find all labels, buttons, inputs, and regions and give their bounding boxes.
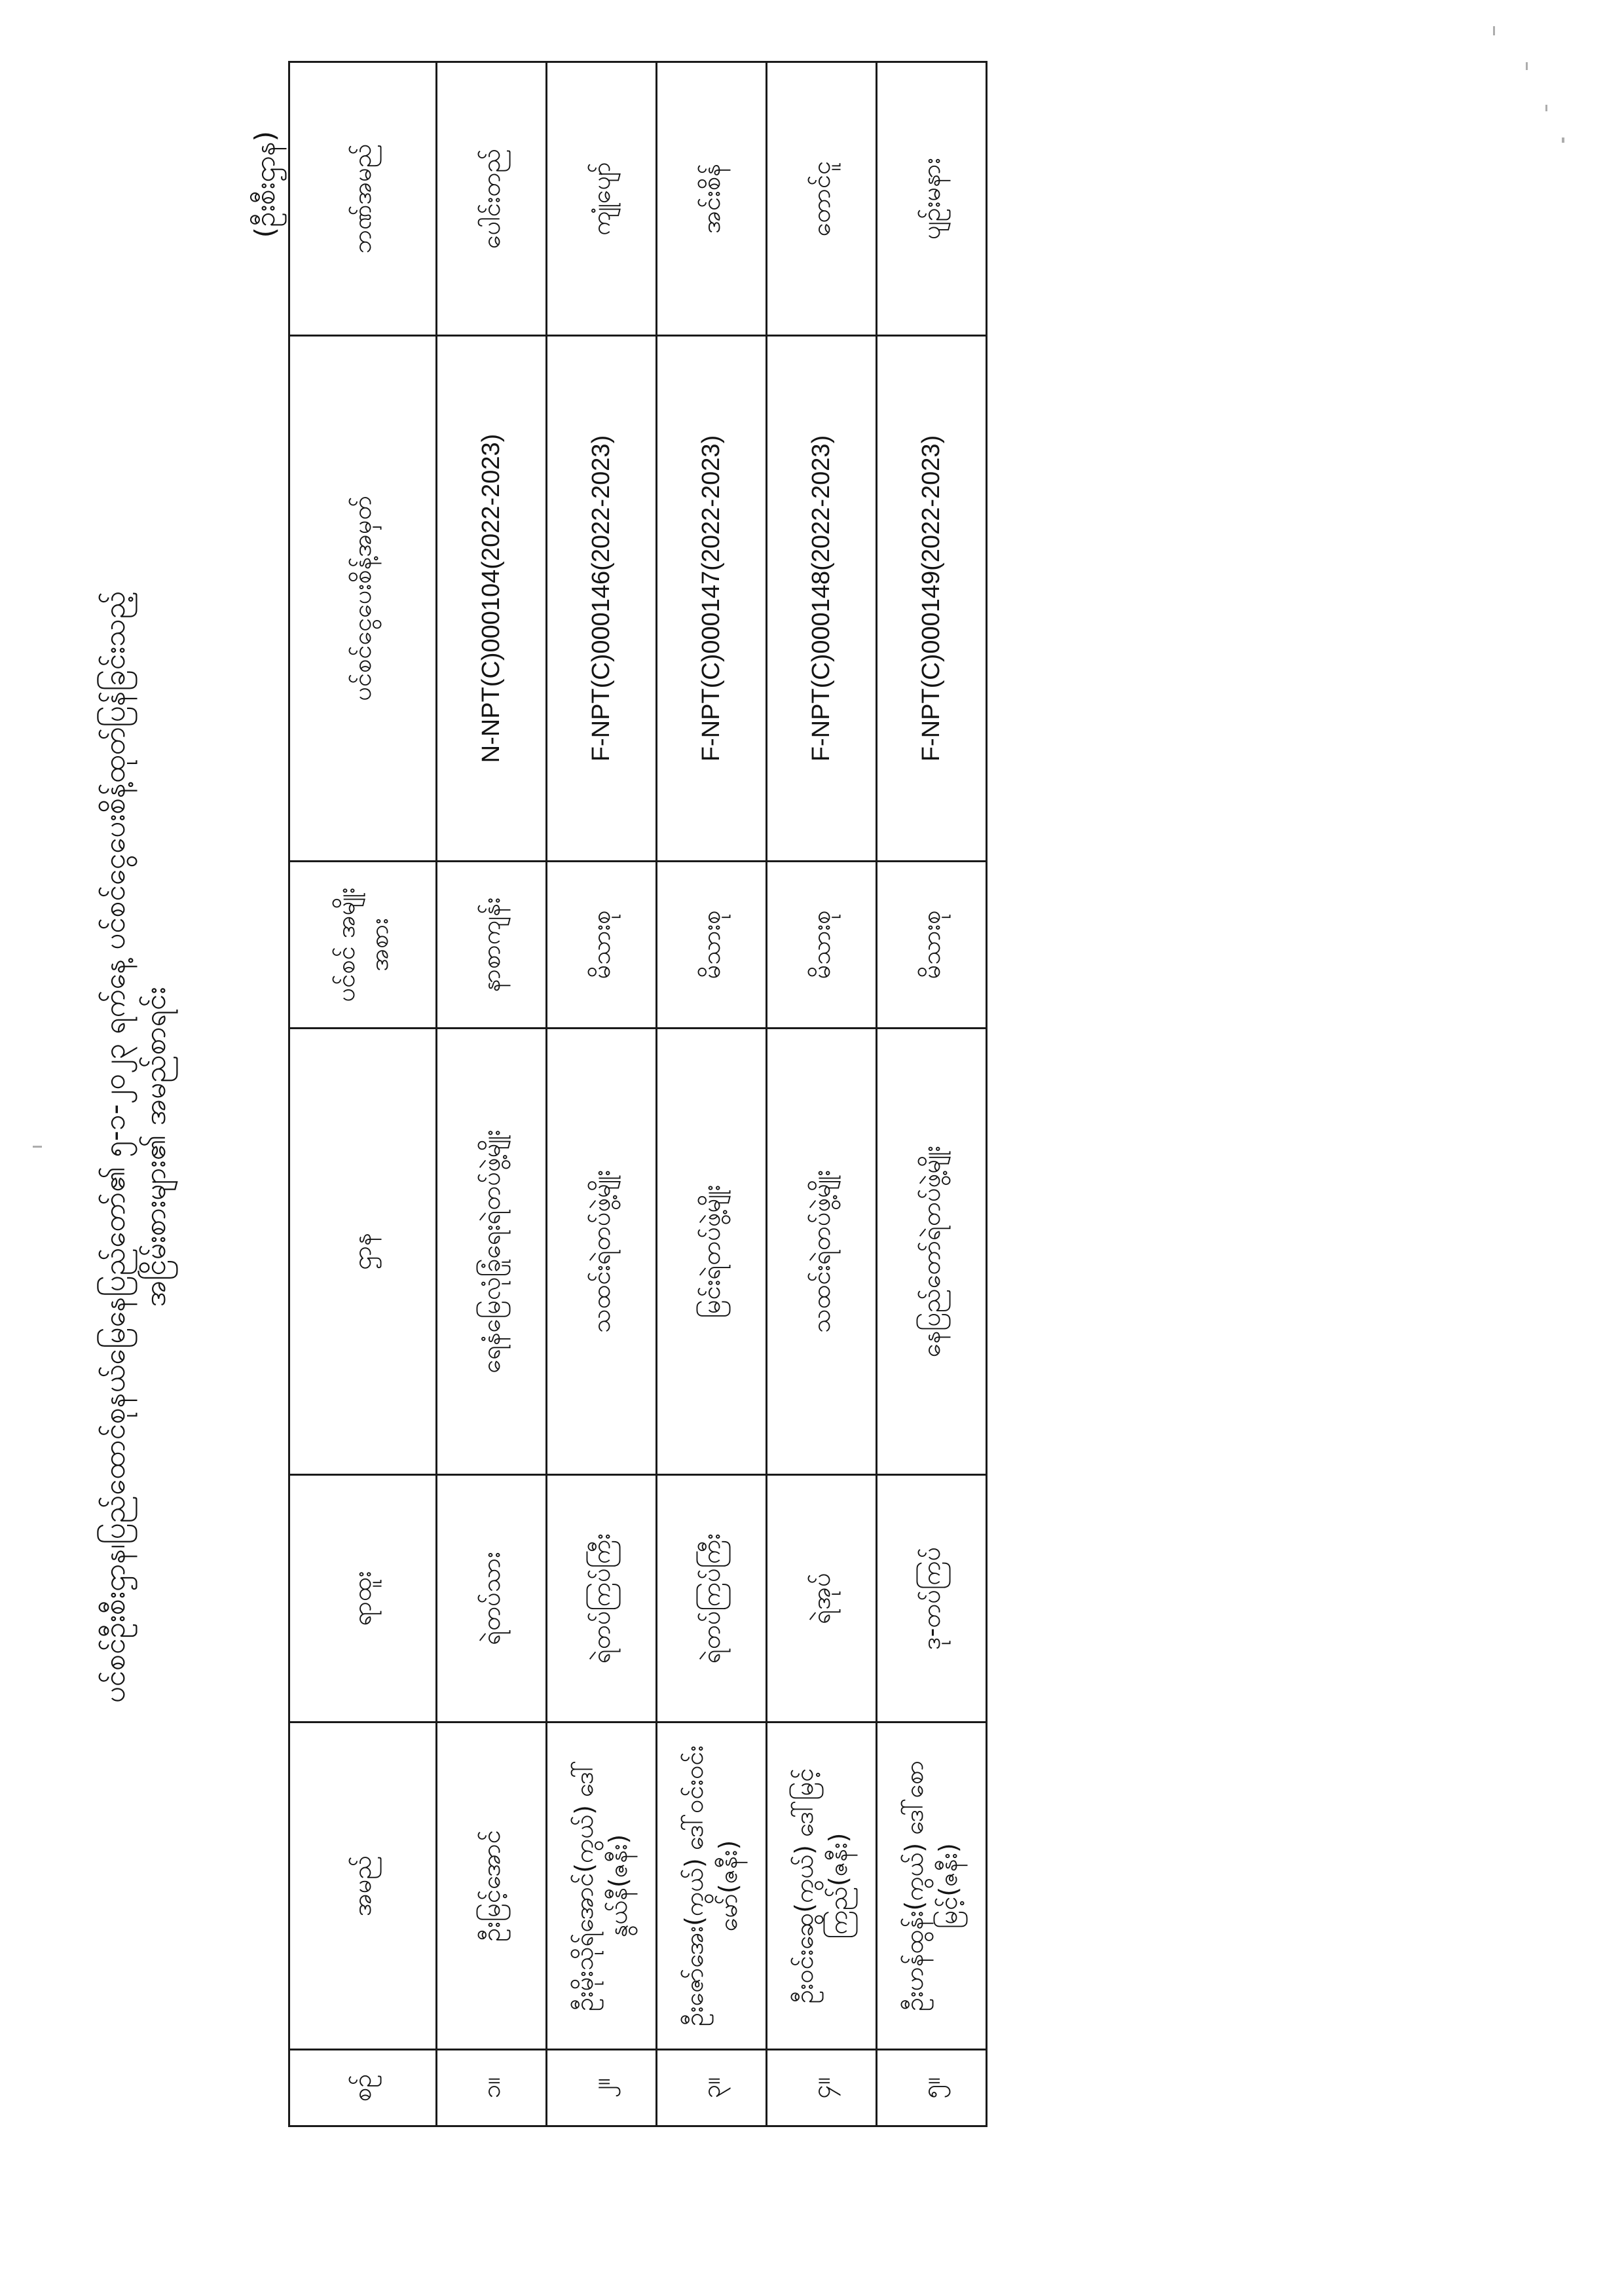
cell-name: ဦးမိုးသိုရ်အောင်(ကွယ်) ဒေါ်နွယ်နီ(ဇနီး) bbox=[547, 1722, 657, 2050]
header-no: စဉ် bbox=[289, 2050, 437, 2126]
cell-pension-type: မိသားစု bbox=[547, 862, 657, 1029]
table-row bbox=[767, 62, 877, 2126]
cell-name: ဦးမြင့်အောင် bbox=[437, 1722, 547, 2050]
table-row bbox=[877, 62, 987, 2126]
cell-order-no: N-NPT(C)000104(2022-2023) bbox=[437, 336, 547, 862]
cell-rank: ဒု-တပ်ကြပ် bbox=[877, 1475, 987, 1722]
document-title-line-1: ပင်စင်ဦးစီးဌာန၊ပြည်ထောင်စုနယ်မြေနေပြည်တော်၏ ၅-၁-၂၀၂၃ ရက်နေ့ ပင်စင်ငွေပေးစိန့်ထုတ်ပြန်ခြင်းသည့် bbox=[98, 591, 132, 1704]
cell-department: သထင်းရဲတပ်ဖွဲ့မျိုး bbox=[767, 1029, 877, 1475]
cell-pension-type: မိသားစု bbox=[767, 862, 877, 1029]
cell-rank: ရဲတပ်သား bbox=[437, 1475, 547, 1722]
cell-rank: ရဲအုပ် bbox=[767, 1475, 877, 1722]
header-department: ဌာန bbox=[289, 1029, 437, 1475]
cell-department: နေပြည်တော်ရဲတပ်ဖွဲ့မျိုး bbox=[877, 1029, 987, 1475]
header-order-no: ပင်စင်ငွေပေးစိန့်အမှတ် bbox=[289, 336, 437, 862]
department-unit-label: (ဦးစီးဌာန) bbox=[249, 131, 281, 238]
scan-speck bbox=[33, 1146, 42, 1148]
cell-name: ဦးဟန်ထွန်း(ကွယ်) ဒေါ်စောမြင့်(ဇနီး) bbox=[877, 1722, 987, 2050]
cell-order-no: F-NPT(C)000147(2022-2023) bbox=[657, 336, 767, 862]
cell-pension-type: မိသားစု bbox=[657, 862, 767, 1029]
cell-no: ၃။ bbox=[657, 2050, 767, 2126]
document-title-line-2: အငြိမ်းစားများ၏ အမည်စာရင်း bbox=[139, 987, 172, 1307]
header-pension-type: ပင်စင် အမျိုးအစား bbox=[289, 862, 437, 1029]
pensioner-table bbox=[288, 61, 987, 2127]
cell-rank: ရဲတပ်ကြပ်ကြီး bbox=[657, 1475, 767, 1722]
header-bank: ဘဏ်အမည် bbox=[289, 62, 437, 336]
table-row bbox=[437, 62, 547, 2126]
cell-name: ဦးဝင်းဆွေ(ကွယ်) ဒေါ်မြင့်ကြည်(ဇနီး) bbox=[767, 1722, 877, 2050]
cell-department: မြင်းရဲတပ်ဖွဲ့မျိုး bbox=[657, 1029, 767, 1475]
cell-department: ရေနံမြေလုံခြုံရေးရဲတပ်ဖွဲ့မျိုး bbox=[437, 1029, 547, 1475]
scan-speck bbox=[1493, 26, 1495, 35]
header-name: အမည် bbox=[289, 1722, 437, 2050]
scan-speck bbox=[1545, 105, 1547, 111]
cell-order-no: F-NPT(C)000149(2022-2023) bbox=[877, 336, 987, 862]
cell-no: ၄။ bbox=[767, 2050, 877, 2126]
cell-order-no: F-NPT(C)000148(2022-2023) bbox=[767, 336, 877, 862]
cell-no: ၁။ bbox=[437, 2050, 547, 2126]
cell-department: သထင်းရဲတပ်ဖွဲ့မျိုး bbox=[547, 1029, 657, 1475]
header-rank: ရာထူး bbox=[289, 1475, 437, 1722]
cell-bank: ကျုံပျော် bbox=[547, 62, 657, 336]
cell-no: ၅။ bbox=[877, 2050, 987, 2126]
cell-bank: အင်းစိန် bbox=[657, 62, 767, 336]
cell-pension-type: မိသားစု bbox=[877, 862, 987, 1029]
scan-speck bbox=[1562, 137, 1564, 143]
table-row bbox=[657, 62, 767, 2126]
cell-no: ၂။ bbox=[547, 2050, 657, 2126]
cell-bank: ပျဉ်းမနား bbox=[877, 62, 987, 336]
cell-pension-type: နာစာကျန်း bbox=[437, 862, 547, 1029]
cell-name: ဦးဇော်အေး(ကွယ်) ဒေါ်ဝင်းဝင်းမော်(ဇနီး) bbox=[657, 1722, 767, 2050]
cell-bank: ပေါင်းတည် bbox=[437, 62, 547, 336]
scan-speck bbox=[1526, 62, 1528, 70]
cell-bank: တောင်ငူ bbox=[767, 62, 877, 336]
header-row bbox=[289, 62, 437, 2126]
cell-rank: ရဲတပ်ကြပ်ကြီး bbox=[547, 1475, 657, 1722]
table-row bbox=[547, 62, 657, 2126]
cell-order-no: F-NPT(C)000146(2022-2023) bbox=[547, 336, 657, 862]
